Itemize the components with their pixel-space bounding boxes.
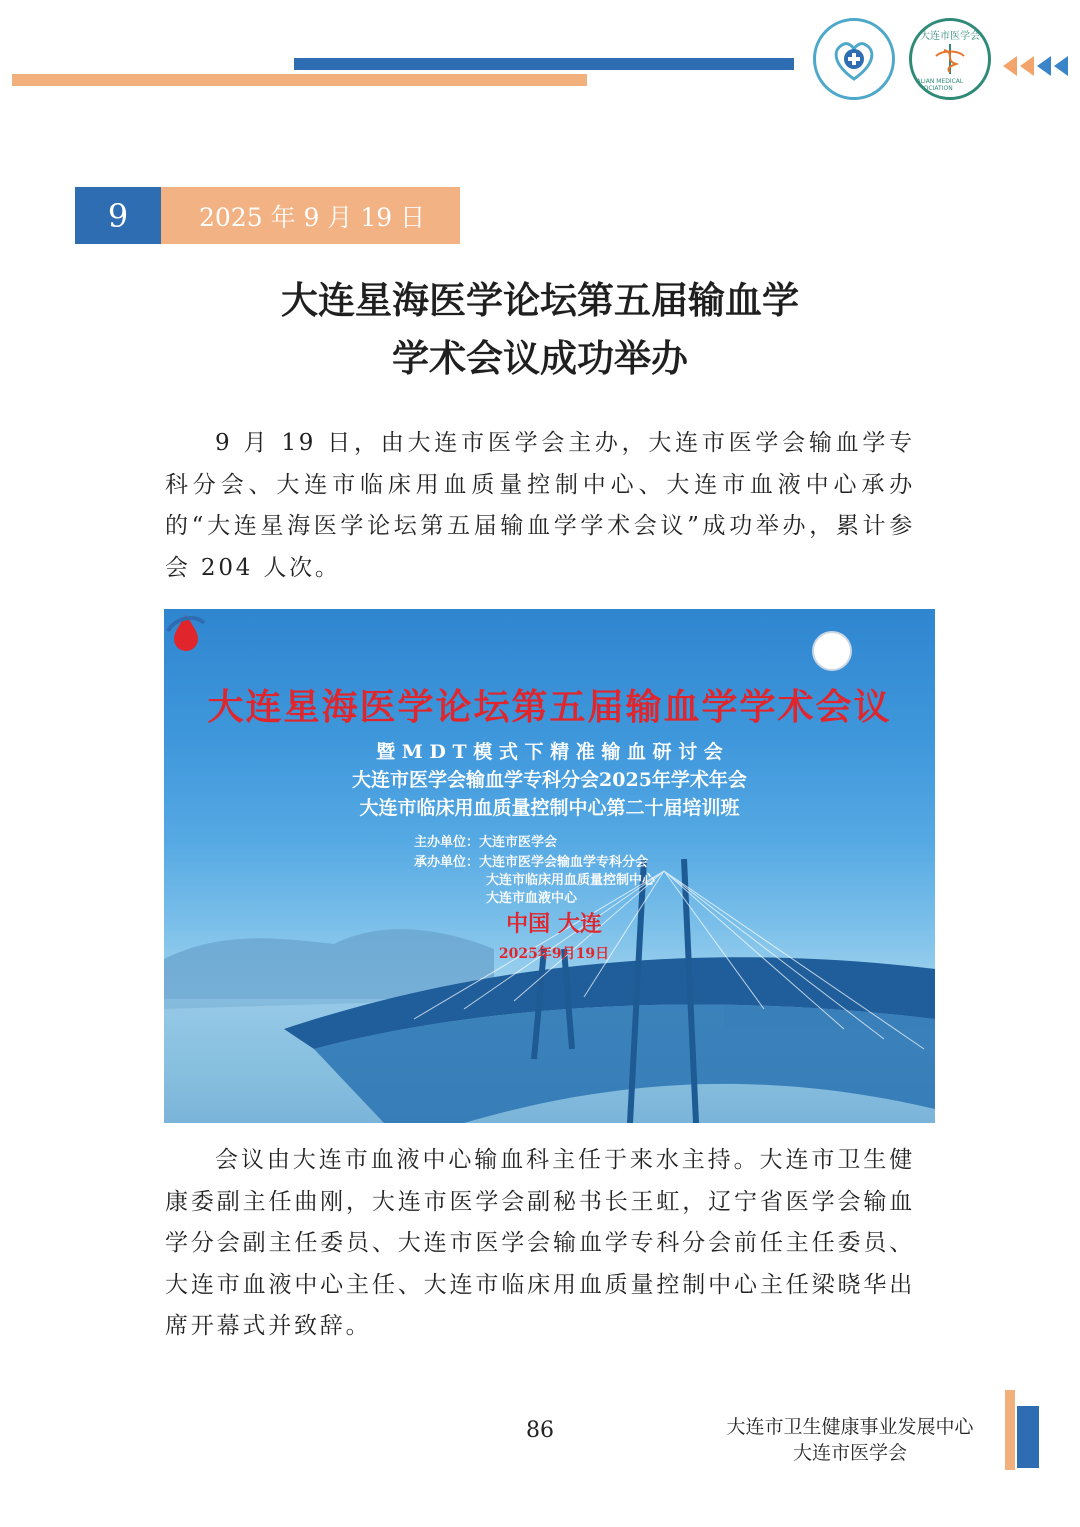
chevron-left-icon — [1003, 56, 1017, 76]
poster-host: 承办单位：大连市医学会输血学专科分会 — [414, 855, 649, 870]
poster-blood-drop-logo-icon — [164, 609, 208, 653]
poster-host-3: 大连市血液中心 — [486, 891, 578, 906]
header-blue-bar — [294, 58, 794, 70]
poster-title: 大连星海医学论坛第五届输血学学术会议 — [207, 686, 892, 728]
paragraph-intro: 9 月 19 日，由大连市医学会主办，大连市医学会输血学专科分会、大连市临床用血质量控制中心、大连市血液中心承办的“大连星海医学论坛第五届输血学学术会议”成功举办，累计参会 204 人次。 — [165, 430, 915, 581]
article-title-line2: 学术会议成功举办 — [392, 337, 688, 380]
article-title-line1: 大连星海医学论坛第五届输血学 — [281, 279, 799, 322]
footer-org — [700, 1414, 1000, 1466]
logo-text: 大连市医学会 — [920, 30, 980, 42]
poster-organizer: 主办单位：大连市医学会 — [414, 835, 558, 850]
chevron-left-icon — [1037, 56, 1051, 76]
footer-org-1: 大连市卫生健康事业发展中心 — [726, 1416, 974, 1438]
poster-subtitle-2: 大连市医学会输血学专科分会2025年学术年会 — [352, 769, 747, 791]
health-center-logo-icon — [813, 18, 895, 100]
paragraph-ceremony: 会议由大连市血液中心输血科主任于来水主持。大连市卫生健康委副主任曲刚，大连市医学会副秘书长王虹，辽宁省医学会输血学分会副主任委员、大连市医学会输血学专科分会前任主任委员、大连市血液中心主任、大连市临床用血质量控制中心主任梁晓华出席开幕式并致辞。 — [165, 1147, 915, 1339]
article-number: 9 — [75, 187, 161, 244]
poster-date: 2025年9月19日 — [498, 946, 610, 962]
header-orange-bar — [12, 74, 587, 86]
poster-association-logo-icon — [812, 631, 852, 671]
poster-host-2: 大连市临床用血质量控制中心 — [486, 873, 656, 888]
poster-subtitle-1: 暨 M D T 模 式 下 精 准 输 血 研 讨 会 — [376, 741, 723, 763]
medical-association-logo-icon — [909, 18, 991, 100]
page-number: 86 — [526, 1418, 554, 1443]
chevron-left-icon — [1054, 56, 1068, 76]
poster-place: 中国 大连 — [506, 911, 602, 937]
logo-subtext: DALIAN MEDICAL ASSOCIATION — [912, 77, 964, 92]
header-chevrons — [1000, 56, 1068, 76]
chevron-left-icon — [1020, 56, 1034, 76]
article-date: 2025 年 9 月 19 日 — [161, 187, 460, 244]
conference-poster — [164, 609, 935, 1123]
poster-subtitle-3: 大连市临床用血质量控制中心第二十届培训班 — [359, 797, 740, 819]
footer-org-2: 大连市医学会 — [792, 1442, 907, 1464]
footer-blue-bar — [1017, 1406, 1039, 1468]
footer-orange-bar — [1005, 1390, 1015, 1470]
